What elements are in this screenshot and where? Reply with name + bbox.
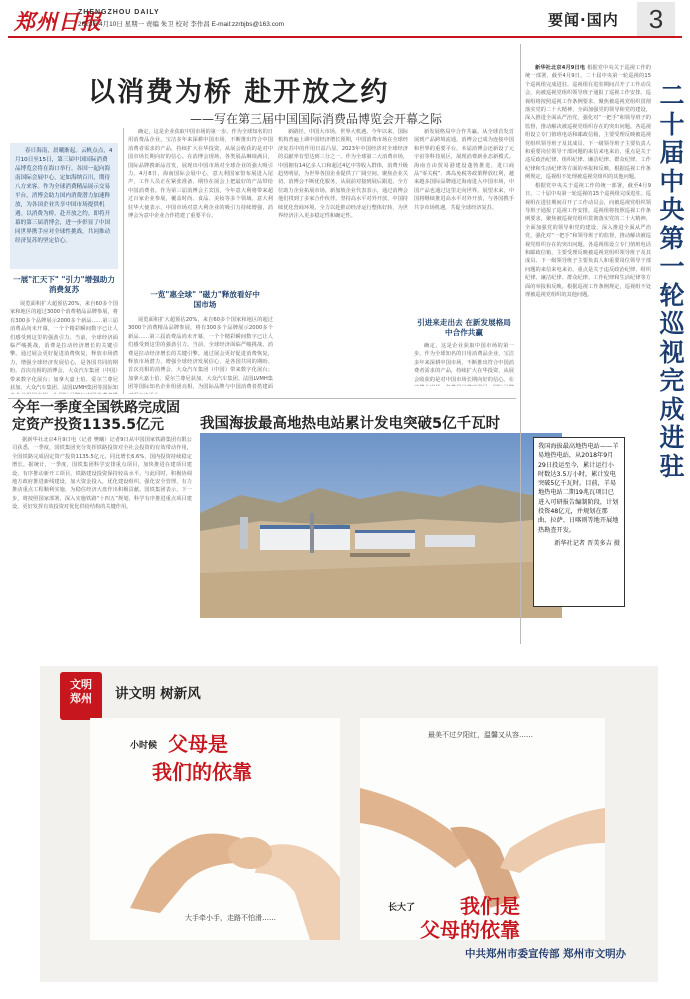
- page-number: 3: [637, 2, 675, 36]
- poster1-top-text: 小时候: [130, 741, 158, 751]
- lead-intro-text: 春日海南，晨曦渐起。云帆点点，4月10日至15日，第三届中国国际消费品博览会将在海口举行。各国一起向海南国际会展中心，定如海纳百川，期待八方来客。作为全球消费精品展示交易平台，消博会助力国内消费潜力加速释放，为各国企业共享中国市场提供机遇。以消费为桥，赴开放之约。即将开幕的第三届消博会，进一步彰显了中国同世界携手应对全球性挑战，共同推动经济复苏的坚定信心。: [15, 148, 113, 244]
- power-station-image: [200, 433, 562, 618]
- lead-column-4b: 确定，这是企业获取中国市场的第一步。作为全球知名的日用消费品企业，宝洁多年来深耕中国市场，不断推出符合中国消费者需求的产品，持续扩大在华投资，从展会收获的是对中国市场长期向好的信心。在: [414, 343, 514, 383]
- poster-adulthood: [360, 718, 605, 940]
- poster1-caption: 大手牵小手，走路不怕滑……: [185, 914, 276, 922]
- column-divider: [123, 128, 124, 394]
- lead-headline: 以消费为桥 赴开放之约: [88, 77, 390, 108]
- lead-column-4a: 新发展格局中合作共赢。从全球首发首展到产品跨境流通，消博会已成为连接中国和世界的重要平台。本届消博会还新设了元宇宙等科技展区，展现消费新业态新模式。海南自由贸易港建设蓬勃推进，进口商品“零关税”、离岛免税等政策释放红利，越来越多国际品牌通过海南进入中国市场，中国产品也通过这里走向世界。展望未来，中国将继续推进高水平对外开放，与各国携手共享市场机遇，共促全球经济复苏。: [414, 129, 514, 211]
- lead-column-1: 展览面积扩大超预估20%，来自60多个国家和地区的超过3000个消费精品品牌参展，将有300多个品牌展示2000多个新品……第三届消费品尚未开幕，一个个精彩瞬间数字已让人们感受到这里的强劲引力。当前，全球经济面临严峻挑战，消费是拉动经济增长的关键引擎。通过展会更好促进消费恢复，释放市场潜力，增强全球经济发展信心，是各国共同的期盼。首次亮相的消博会，大众汽车集团（中国）带来数字化展台；加拿大嘉士伯、爱尔兰尊尼获加、大众汽车集团、法国LVMH集团等国际知: [10, 301, 118, 392]
- masthead-rule: [8, 36, 682, 38]
- inspection-vertical-title: 二十届中央第一轮巡视完成进驻: [659, 81, 685, 481]
- poster2-main-line1: 我们是: [460, 894, 520, 918]
- inspection-byline: 新华社北京4月9日电: [535, 65, 586, 71]
- banner-credit: 中共郑州市委宣传部 郑州市文明办: [465, 948, 627, 960]
- photo-credit: 新华社记者 晋美多吉 摄: [554, 539, 620, 547]
- poster-childhood: [90, 718, 340, 940]
- lead-subheadline: ——写在第三届中国国际消费品博览会开幕之际: [190, 112, 443, 126]
- railway-text: 据新华社北京4月9日电（记者 樊曦）记者9日从中国国家铁路集团有限公司获悉，一季度，国铁集团充分发挥铁路投资对全社会投资的有效带动作用，全国铁路完成固定资产投资1135.5亿元，同比增长6.6%，国内投资持续稳定增长。据统计，一季度，国铁集团科学安排重点项目，加快推进在建项目建设，有序推动新开工项目，铁路建设投资保持较高水平。与此同时，积极协调地方政府推进新线建设，加大资金投入，优化建设组织，强化安全管理，有力推动重点工程顺利实施，为稳住经济大盘作出积极贡献。国铁集团表示，下一步，将按照国家部署，深入实施铁路“十四五”规划，科学有序推进重点项目建设，更好发挥有效投资对优化供给结构的关键作用。: [12, 437, 192, 511]
- subhead-2: 一览"惠全球" "磁力"释放看好中国市场: [150, 290, 260, 309]
- section-divider: [8, 398, 516, 399]
- newspaper-english-name: ZHENGZHOU DAILY: [78, 9, 160, 16]
- section-name: 要闻·国内: [548, 11, 619, 29]
- poster2-prefix: 长大了: [388, 903, 416, 913]
- lead-column-2a: 确定，这是企业获取中国市场的第一步。作为全球知名的日用消费品企业，宝洁多年来深耕中国市场，不断推出符合中国消费者需求的产品，持续扩大在华投资，从展会收获的是对中国市场长期向好的信心。在消博会现场，各类展品琳琅满目，国际品牌携新品首发，展现出中国市场对全球企业的强大吸引力。4月8日，海南国际会展中心，意大利国家馆布展进入尾声，工作人员正在紧张准备，期待在展会上把最好的产品带给中国消费者。作为第三届消博会主宾国，今年意大利将带来超过百家企业参展，覆盖时尚、食品、美妆等多个领域。意大利驻华大使表示，中国市场对意大利企业的吸引力持续增强，消博会为意中企业合作搭建了重要平台。: [128, 129, 273, 220]
- civilization-title: 讲文明 树新风: [115, 686, 201, 702]
- solar-headline: 我国海拔最高地热电站累计发电突破5亿千瓦时: [200, 416, 501, 432]
- poster1-main-line1: 父母是: [168, 732, 228, 756]
- poster2-top-text: 最美不过夕阳红，温馨又从容……: [428, 731, 533, 739]
- newspaper-logo: 郑州日报: [14, 9, 102, 34]
- right-column-divider: [520, 44, 521, 644]
- date-line: 2023年4月10日 星期一 责编 朱卫 校对 李作昌 E-mail:zzrbjbs@163.com: [78, 21, 284, 28]
- subhead-3: 引进来走出去 在新发展格局中合作共赢: [417, 318, 511, 337]
- lead-intro-box: [10, 143, 118, 269]
- railway-headline: 今年一季度全国铁路完成固定资产投资1135.5亿元: [12, 400, 180, 433]
- inspection-text: 新华社北京4月9日电 根据党中央关于巡视工作的统一部署，截至4月9日，二十届中央第一轮巡视的15个巡视组完成进驻。巡视组在进驻期间召开了工作动员会，向被巡视党组织领导班子通报了巡视工作安排。巡视组将按照巡视工作条例要求，聚焦被巡视党组织贯彻落实党的二十大精神，全面加强党的领导和党的建设，深入推进全面从严治党，强化对“一把手”和领导班子的监督，推动解决被巡视党组织存在的突出问题。各巡视组设立专门值班电话和邮政信箱，主要受理反映被巡视党组织领导班子及其成员、下一级领导班子主要负责人和重要岗位领导干部问题的来信来电来访，重点是关于违反政治纪律、组织纪律、廉洁纪律、群众纪律、工作纪律和生活纪律等方面的举报和反映。根据巡视工作条例规定，巡视组不处理被巡视党组织的其他问题。 根据党中央关于巡视工作的统一部署，截至4月9日，二十届中央第一轮巡视的15个巡视组完成进驻。巡视组在进驻期间召开了工作动员会，向被巡视党组织领导班子通报了巡视工作安排。巡视组将按照巡视工作条例要求，聚焦被巡视党组织贯彻落实党的二十大精神，全面加强党的领导和党的建设，深入推进全面从严治党，强化对“一把手”和领导班子的监督，推动解决被巡视党组织存在的突出问题。各巡视组设立专门值班电话和邮政信箱，主要受理反映被巡视党组织领导班子及其成员、下一级领导班子主要负责人和重要岗位领导干部问题的来信来电来访，重点是关于违反政治纪律、组织纪律、廉洁纪律、群众纪律、工作纪律和生活纪律等方面的举报和反映。根据巡视工作条例规定，巡视组不处理被巡视党组织的其他问题。: [525, 65, 651, 298]
- poster1-main-line2: 我们的依靠: [152, 760, 252, 784]
- power-station-photo: [200, 433, 562, 618]
- subhead-1: 一展"汇天下" "引力"增强助力消费复苏: [13, 275, 115, 294]
- lead-column-2b: 展览面积扩大超预估20%，来自60多个国家和地区的超过3000个消费精品品牌参展，将有300多个品牌展示2000多个新品……第三届消费品尚未开幕，一个个精彩瞬间数字已让人们感受到这里的强劲引力。当前，全球经济面临严峻挑战，消费是拉动经济增长的关键引擎。通过展会更好促进消费恢复，释放市场潜力，增强全球经济发展信心，是各国共同的期盼。首次亮相的消博会，大众汽车集团（中国）带来数字化展台；加拿大嘉士伯、爱尔兰尊尼获加、大众汽车集团、法国LVMH集团等国际知名企业组团亮相，为国际品牌与中国消费者搭建面: [128, 317, 273, 391]
- poster2-main-line2: 父母的依靠: [420, 918, 520, 940]
- wenming-badge: 文明 郑州: [60, 672, 102, 720]
- solar-photo-caption: 我国海拔最高地热电站——羊易地热电站，从2018年9月29日投运至今，累计运行小时数达3.5万小时，累计发电突破5亿千瓦时。目前，羊易地热电站二期19兆瓦项目已进入可研报告编制阶段，计划投资48亿元，并规划在那曲、拉萨、日喀则等地开展地热勘查开发。 新华社记者 晋美多吉 摄: [533, 437, 625, 607]
- lead-column-3: 新路径。中国大市场，世界大机遇。今年以来，国际机构普遍上调中国经济增长预期，中国消费市场在全球经济复苏中的作用日益凸显。2023年中国经济对全球经济的贡献率有望达到三分之一。作为全球第二大消费市场，中国拥有14亿多人口和超过4亿中等收入群体，消费升级趋势明显，为世界各国企业提供了广阔空间。聚焦企业关切，消博会不断优化服务，从展前对接到展后跟进，全方位助力企业拓展市场。新加坡企业代表表示，通过消博会他们找到了多家合作伙伴。坚持高水平对外开放，中国持续优化营商环境，全力以赴推动经济运行整体好转，为世界经济注入更多稳定性和确定性。: [278, 129, 408, 220]
